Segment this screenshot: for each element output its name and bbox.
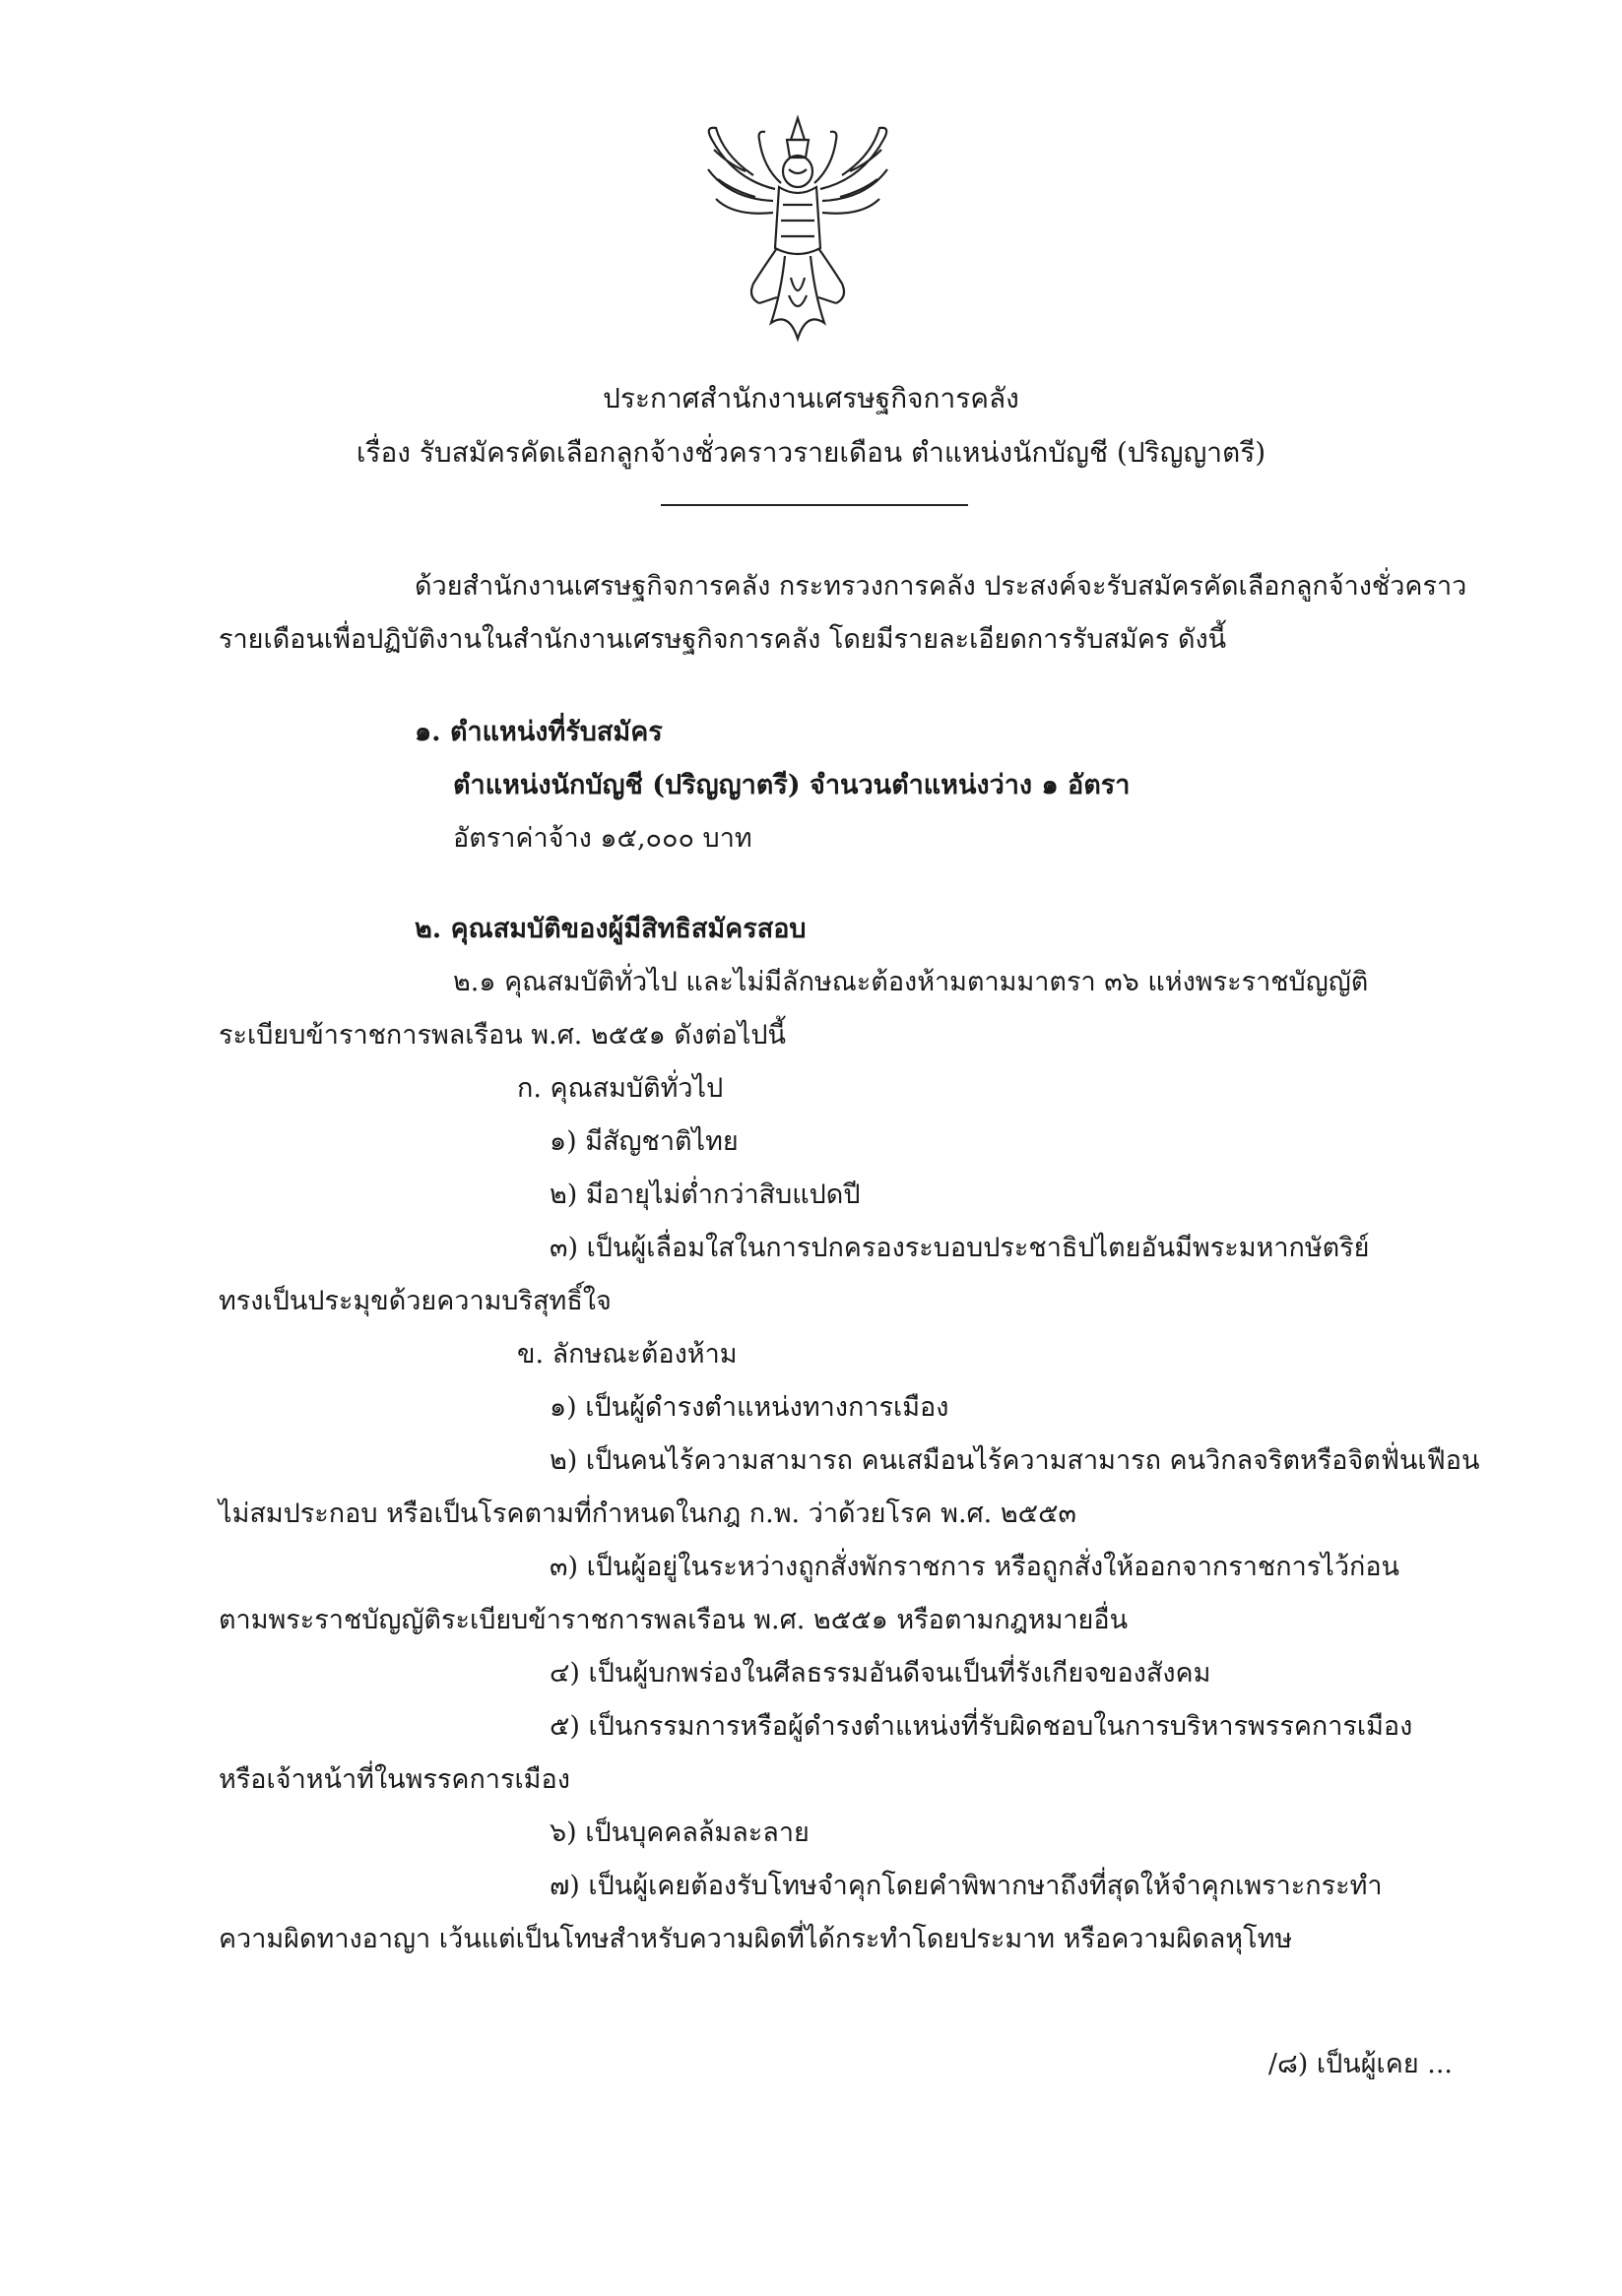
group-a-item-1: ๑) มีสัญชาติไทย <box>550 1126 739 1157</box>
group-b-item-2-line1: ๒) เป็นคนไร้ความสามารถ คนเสมือนไร้ความสามารถ คนวิกลจริตหรือจิตฟั่นเฟือน <box>550 1445 1480 1476</box>
group-b-item-1: ๑) เป็นผู้ดำรงตำแหน่งทางการเมือง <box>550 1392 949 1423</box>
group-b-item-7-line2: ความผิดทางอาญา เว้นแต่เป็นโทษสำหรับความผิดที่ได้กระทำโดยประมาท หรือความผิดลหุโทษ <box>219 1924 1293 1954</box>
group-b-item-7-line1: ๗) เป็นผู้เคยต้องรับโทษจำคุกโดยคำพิพากษาถึงที่สุดให้จำคุกเพราะกระทำ <box>550 1871 1383 1901</box>
group-a-item-3-line2: ทรงเป็นประมุขด้วยความบริสุทธิ์ใจ <box>219 1286 612 1316</box>
group-a-item-2: ๒) มีอายุไม่ต่ำกว่าสิบแปดปี <box>550 1180 861 1210</box>
section2-sub1-line2: ระเบียบข้าราชการพลเรือน พ.ศ. ๒๕๕๑ ดังต่อไปนี้ <box>219 1020 786 1051</box>
section1-salary: อัตราค่าจ้าง ๑๕,๐๐๐ บาท <box>453 823 752 854</box>
garuda-emblem-icon <box>694 110 901 347</box>
group-b-item-6: ๖) เป็นบุคคลล้มละลาย <box>550 1818 810 1848</box>
group-b-item-2-line2: ไม่สมประกอบ หรือเป็นโรคตามที่กำหนดในกฎ ก.พ. ว่าด้วยโรค พ.ศ. ๒๕๕๓ <box>219 1499 1076 1529</box>
group-a-heading: ก. คุณสมบัติทั่วไป <box>517 1073 724 1104</box>
announcement-title: ประกาศสำนักงานเศรษฐกิจการคลัง <box>603 382 1019 415</box>
group-b-item-5-line2: หรือเจ้าหน้าที่ในพรรคการเมือง <box>219 1764 570 1795</box>
group-b-item-3-line1: ๓) เป็นผู้อยู่ในระหว่างถูกสั่งพักราชการ หรือถูกสั่งให้ออกจากราชการไว้ก่อน <box>550 1552 1400 1582</box>
section2-sub1-line1: ๒.๑ คุณสมบัติทั่วไป และไม่มีลักษณะต้องห้ามตามมาตรา ๓๖ แห่งพระราชบัญญัติ <box>453 967 1369 997</box>
group-b-heading: ข. ลักษณะต้องห้าม <box>517 1339 738 1370</box>
group-a-item-3-line1: ๓) เป็นผู้เลื่อมใสในการปกครองระบอบประชาธิปไตยอันมีพระมหากษัตริย์ <box>550 1233 1370 1263</box>
section1-heading: ๑. ตำแหน่งที่รับสมัคร <box>415 717 663 747</box>
group-b-item-5-line1: ๕) เป็นกรรมการหรือผู้ดำรงตำแหน่งที่รับผิดชอบในการบริหารพรรคการเมือง <box>550 1711 1413 1742</box>
group-b-item-4: ๔) เป็นผู้บกพร่องในศีลธรรมอันดีจนเป็นที่รังเกียจของสังคม <box>550 1658 1211 1689</box>
intro-line-1: ด้วยสำนักงานเศรษฐกิจการคลัง กระทรวงการคลัง ประสงค์จะรับสมัครคัดเลือกลูกจ้างชั่วคราว <box>415 571 1467 602</box>
intro-line-2: รายเดือนเพื่อปฏิบัติงานในสำนักงานเศรษฐกิจการคลัง โดยมีรายละเอียดการรับสมัคร ดังนี้ <box>219 624 1227 655</box>
section2-heading: ๒. คุณสมบัติของผู้มีสิทธิสมัครสอบ <box>415 914 807 944</box>
section1-position: ตำแหน่งนักบัญชี (ปริญญาตรี) จำนวนตำแหน่งว่าง ๑ อัตรา <box>453 770 1131 800</box>
title-divider <box>661 504 968 506</box>
group-b-item-3-line2: ตามพระราชบัญญัติระเบียบข้าราชการพลเรือน พ.ศ. ๒๕๕๑ หรือตามกฎหมายอื่น <box>219 1605 1129 1635</box>
page-continuation: /๘) เป็นผู้เคย ... <box>1267 2049 1453 2079</box>
announcement-subject: เรื่อง รับสมัครคัดเลือกลูกจ้างชั่วคราวรายเดือน ตำแหน่งนักบัญชี (ปริญญาตรี) <box>356 436 1266 469</box>
